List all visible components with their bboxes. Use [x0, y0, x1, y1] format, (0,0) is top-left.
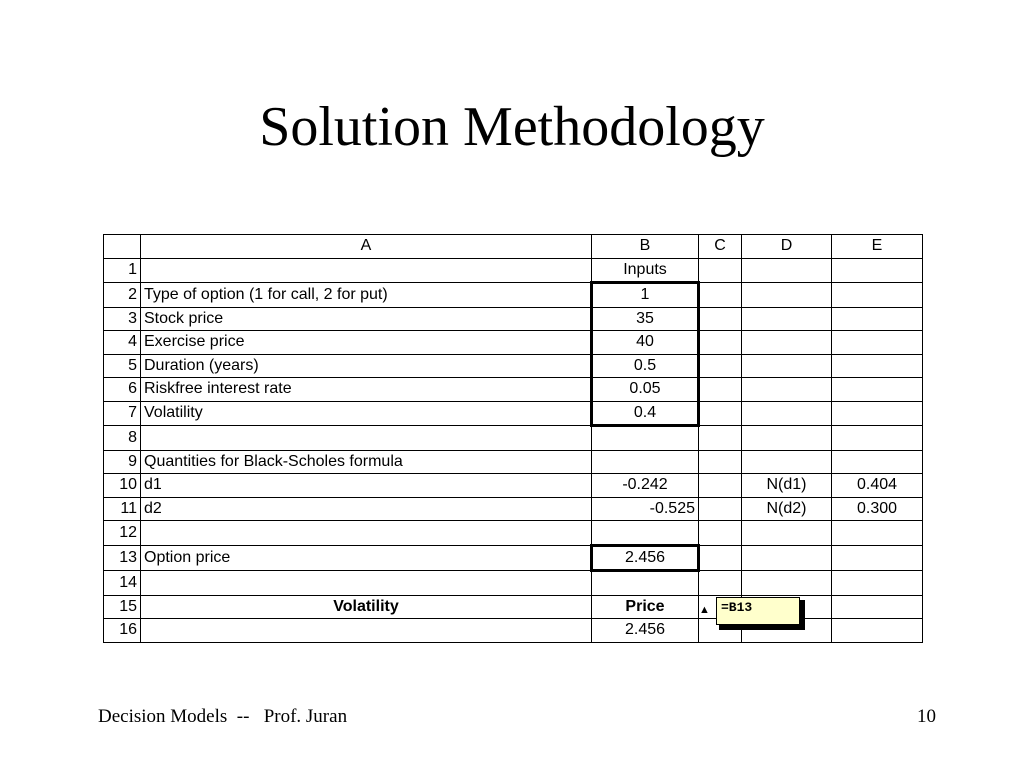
table-row [104, 331, 923, 355]
cell-e9[interactable] [832, 450, 923, 474]
spreadsheet [103, 234, 923, 643]
cell-a15[interactable]: Volatility [141, 595, 592, 619]
cell-c7[interactable] [699, 401, 742, 426]
cell-a13[interactable]: Option price [141, 545, 592, 571]
cell-b8[interactable] [592, 426, 699, 451]
cell-a2[interactable]: Type of option (1 for call, 2 for put) [141, 283, 592, 308]
cell-e13[interactable] [832, 545, 923, 571]
cell-e11[interactable]: 0.300 [832, 497, 923, 521]
cell-e6[interactable] [832, 378, 923, 402]
cell-b11[interactable]: -0.525 [592, 497, 699, 521]
table-row [104, 258, 923, 283]
cell-e15[interactable] [832, 595, 923, 619]
table-row [104, 571, 923, 596]
cell-a6[interactable]: Riskfree interest rate [141, 378, 592, 402]
cell-c9[interactable] [699, 450, 742, 474]
cell-c6[interactable] [699, 378, 742, 402]
column-header-e[interactable]: E [832, 235, 923, 259]
table-row [104, 450, 923, 474]
row-header[interactable]: 7 [104, 401, 141, 426]
cell-a5[interactable]: Duration (years) [141, 354, 592, 378]
cell-b5[interactable]: 0.5 [592, 354, 699, 378]
cell-e2[interactable] [832, 283, 923, 308]
cell-a12[interactable] [141, 521, 592, 546]
table-row [104, 521, 923, 546]
cell-c3[interactable] [699, 307, 742, 331]
cell-b14[interactable] [592, 571, 699, 596]
cell-d2[interactable] [742, 283, 832, 308]
footer-course: Decision Models -- Prof. Juran [98, 706, 348, 727]
table-row [104, 354, 923, 378]
table-row [104, 307, 923, 331]
cell-c14[interactable] [699, 571, 742, 596]
row-header[interactable]: 2 [104, 283, 141, 308]
table-row [104, 378, 923, 402]
table-row [104, 474, 923, 498]
cell-d1[interactable] [742, 258, 832, 283]
column-header-row [104, 235, 923, 259]
row-header[interactable]: 4 [104, 331, 141, 355]
column-header-a[interactable]: A [141, 235, 592, 259]
cell-b1[interactable]: Inputs [592, 258, 699, 283]
cell-comment[interactable] [697, 596, 812, 636]
cell-c11[interactable] [699, 497, 742, 521]
cell-b3[interactable]: 35 [592, 307, 699, 331]
cell-e16[interactable] [832, 619, 923, 643]
cell-b2[interactable]: 1 [592, 283, 699, 308]
cell-b6[interactable]: 0.05 [592, 378, 699, 402]
row-header[interactable]: 16 [104, 619, 141, 643]
cell-e14[interactable] [832, 571, 923, 596]
row-header[interactable]: 8 [104, 426, 141, 451]
cell-d12[interactable] [742, 521, 832, 546]
table-row [104, 283, 923, 308]
cell-a11[interactable]: d2 [141, 497, 592, 521]
cell-a14[interactable] [141, 571, 592, 596]
slide-title: Solution Methodology [259, 96, 765, 158]
cell-e7[interactable] [832, 401, 923, 426]
cell-e8[interactable] [832, 426, 923, 451]
row-header[interactable]: 11 [104, 497, 141, 521]
table-row [104, 497, 923, 521]
cell-c8[interactable] [699, 426, 742, 451]
cell-d7[interactable] [742, 401, 832, 426]
column-header-b[interactable]: B [592, 235, 699, 259]
row-header[interactable]: 1 [104, 258, 141, 283]
cell-d3[interactable] [742, 307, 832, 331]
cell-c4[interactable] [699, 331, 742, 355]
column-header-d[interactable]: D [742, 235, 832, 259]
cell-a4[interactable]: Exercise price [141, 331, 592, 355]
cell-b13[interactable]: 2.456 [592, 545, 699, 571]
row-header[interactable]: 12 [104, 521, 141, 546]
cell-a9[interactable]: Quantities for Black-Scholes formula [141, 450, 592, 474]
cell-b16[interactable]: 2.456 [592, 619, 699, 643]
cell-d8[interactable] [742, 426, 832, 451]
table-row [104, 545, 923, 571]
cell-d4[interactable] [742, 331, 832, 355]
table-row [104, 426, 923, 451]
cell-e5[interactable] [832, 354, 923, 378]
row-header[interactable]: 6 [104, 378, 141, 402]
cell-c12[interactable] [699, 521, 742, 546]
cell-a8[interactable] [141, 426, 592, 451]
cell-b9[interactable] [592, 450, 699, 474]
row-header[interactable]: 15 [104, 595, 141, 619]
row-header[interactable]: 13 [104, 545, 141, 571]
cell-b12[interactable] [592, 521, 699, 546]
table-row [104, 401, 923, 426]
row-header[interactable]: 9 [104, 450, 141, 474]
row-header[interactable]: 3 [104, 307, 141, 331]
corner-cell[interactable] [104, 235, 141, 259]
cell-e3[interactable] [832, 307, 923, 331]
cell-b10[interactable]: -0.242 [592, 474, 699, 498]
column-header-c[interactable]: C [699, 235, 742, 259]
cell-d10[interactable]: N(d1) [742, 474, 832, 498]
cell-b15[interactable]: Price [592, 595, 699, 619]
cell-a10[interactable]: d1 [141, 474, 592, 498]
cell-c13[interactable] [699, 545, 742, 571]
cell-b4[interactable]: 40 [592, 331, 699, 355]
cell-e1[interactable] [832, 258, 923, 283]
cell-e10[interactable]: 0.404 [832, 474, 923, 498]
cell-b7[interactable]: 0.4 [592, 401, 699, 426]
cell-d11[interactable]: N(d2) [742, 497, 832, 521]
footer-page-number: 10 [917, 706, 936, 727]
cell-c10[interactable] [699, 474, 742, 498]
comment-pointer-icon: ▲ [699, 604, 710, 616]
row-header[interactable]: 10 [104, 474, 141, 498]
cell-a7[interactable]: Volatility [141, 401, 592, 426]
cell-c1[interactable] [699, 258, 742, 283]
cell-a3[interactable]: Stock price [141, 307, 592, 331]
cell-e4[interactable] [832, 331, 923, 355]
cell-e12[interactable] [832, 521, 923, 546]
cell-c2[interactable] [699, 283, 742, 308]
comment-box[interactable]: =B13 [716, 597, 800, 625]
cell-d9[interactable] [742, 450, 832, 474]
row-header[interactable]: 14 [104, 571, 141, 596]
row-header[interactable]: 5 [104, 354, 141, 378]
cell-d6[interactable] [742, 378, 832, 402]
cell-a1[interactable] [141, 258, 592, 283]
cell-d5[interactable] [742, 354, 832, 378]
cell-d14[interactable] [742, 571, 832, 596]
cell-d13[interactable] [742, 545, 832, 571]
cell-c5[interactable] [699, 354, 742, 378]
cell-a16[interactable] [141, 619, 592, 643]
